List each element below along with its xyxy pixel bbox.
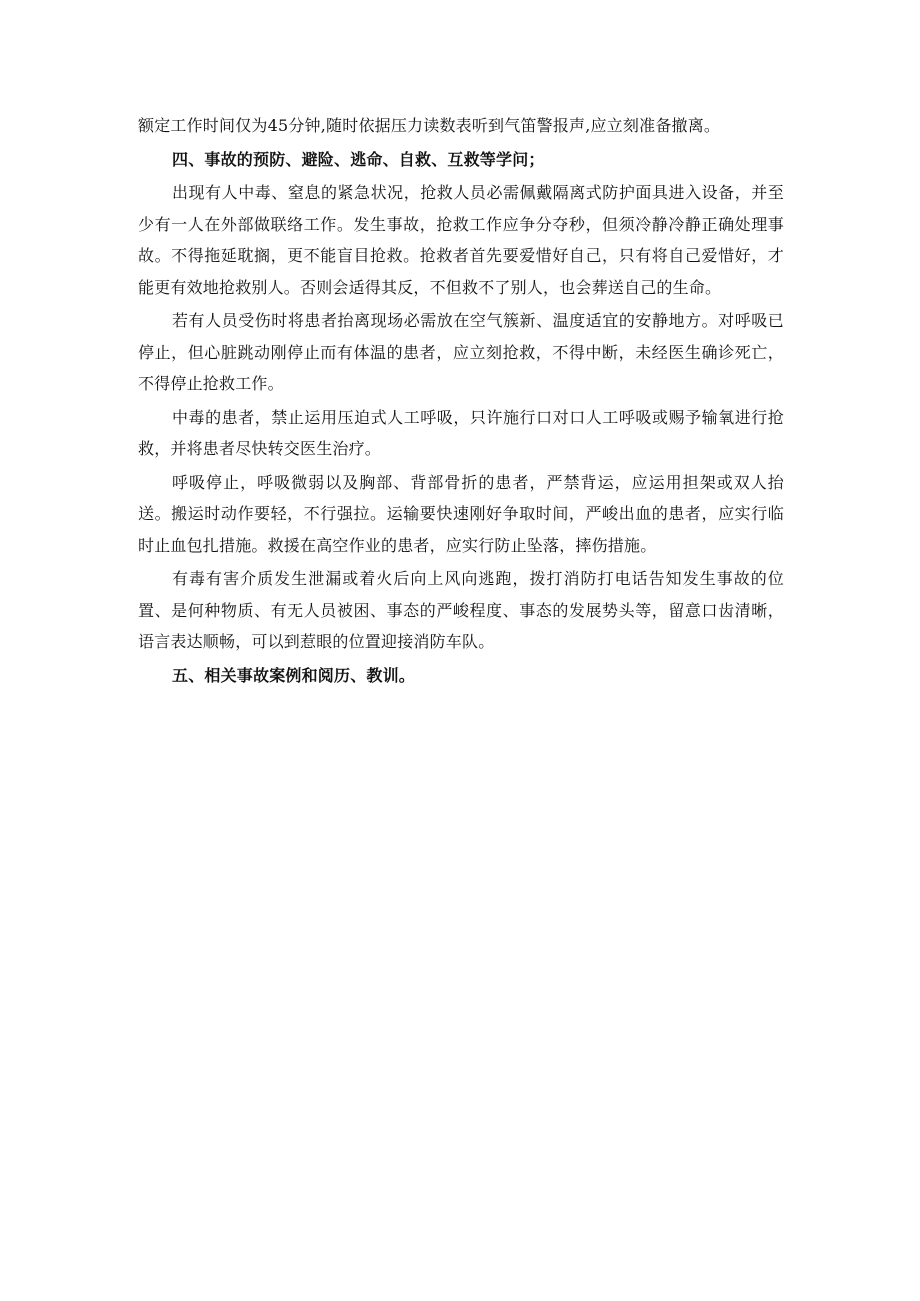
continuation-paragraph: 额定工作时间仅为45分钟,随时依据压力读数表听到气笛警报声,应立刻准备撤离。	[138, 116, 721, 135]
paragraph-leak-fire: 有毒有害介质发生泄漏或着火后向上风向逃跑，拨打消防打电话告知发生事故的位置、是何种物质、有无人员被困、事态的严峻程度、事态的发展势头等，留意口齿清晰，语言表达顺畅，可以到惹眼的位置迎接消防车队。	[138, 569, 784, 651]
paragraph-injured-persons: 若有人员受伤时将患者抬离现场必需放在空气簇新、温度适宜的安静地方。对呼吸已停止，但心脏跳动刚停止而有体温的患者，应立刻抢救，不得中断，未经医生确诊死亡，不得停止抢救工作。	[138, 311, 784, 393]
paragraph-poisoned-patients: 中毒的患者，禁止运用压迫式人工呼吸，只许施行口对口人工呼吸或赐予输氧进行抢救，并将患者尽快转交医生治疗。	[138, 407, 784, 458]
paragraph-transport: 呼吸停止，呼吸微弱以及胸部、背部骨折的患者，严禁背运，应运用担架或双人抬送。搬运时动作要轻，不行强拉。运输要快速刚好争取时间，严峻出血的患者，应实行临时止血包扎措施。救援在高空作业的患者，应实行防止坠落，摔伤措施。	[138, 472, 784, 555]
section-heading-cases: 五、相关事故案例和阅历、教训。	[172, 665, 416, 685]
section-heading-prevention: 四、事故的预防、避险、逃命、自救、互救等学问；	[172, 149, 545, 169]
document-page	[138, 110, 784, 691]
paragraph-rescue-protection: 出现有人中毒、窒息的紧急状况，抢救人员必需佩戴隔离式防护面具进入设备，并至少有一人在外部做联络工作。发生事故，抢救工作应争分夺秒，但须冷静冷静正确处理事故。不得拖延耽搁，更不能盲目抢救。抢救者首先要爱惜好自己，只有将自己爱惜好，才能更有效地抢救别人。否则会适得其反，不但救不了别人，也会葬送自己的生命。	[138, 183, 784, 297]
